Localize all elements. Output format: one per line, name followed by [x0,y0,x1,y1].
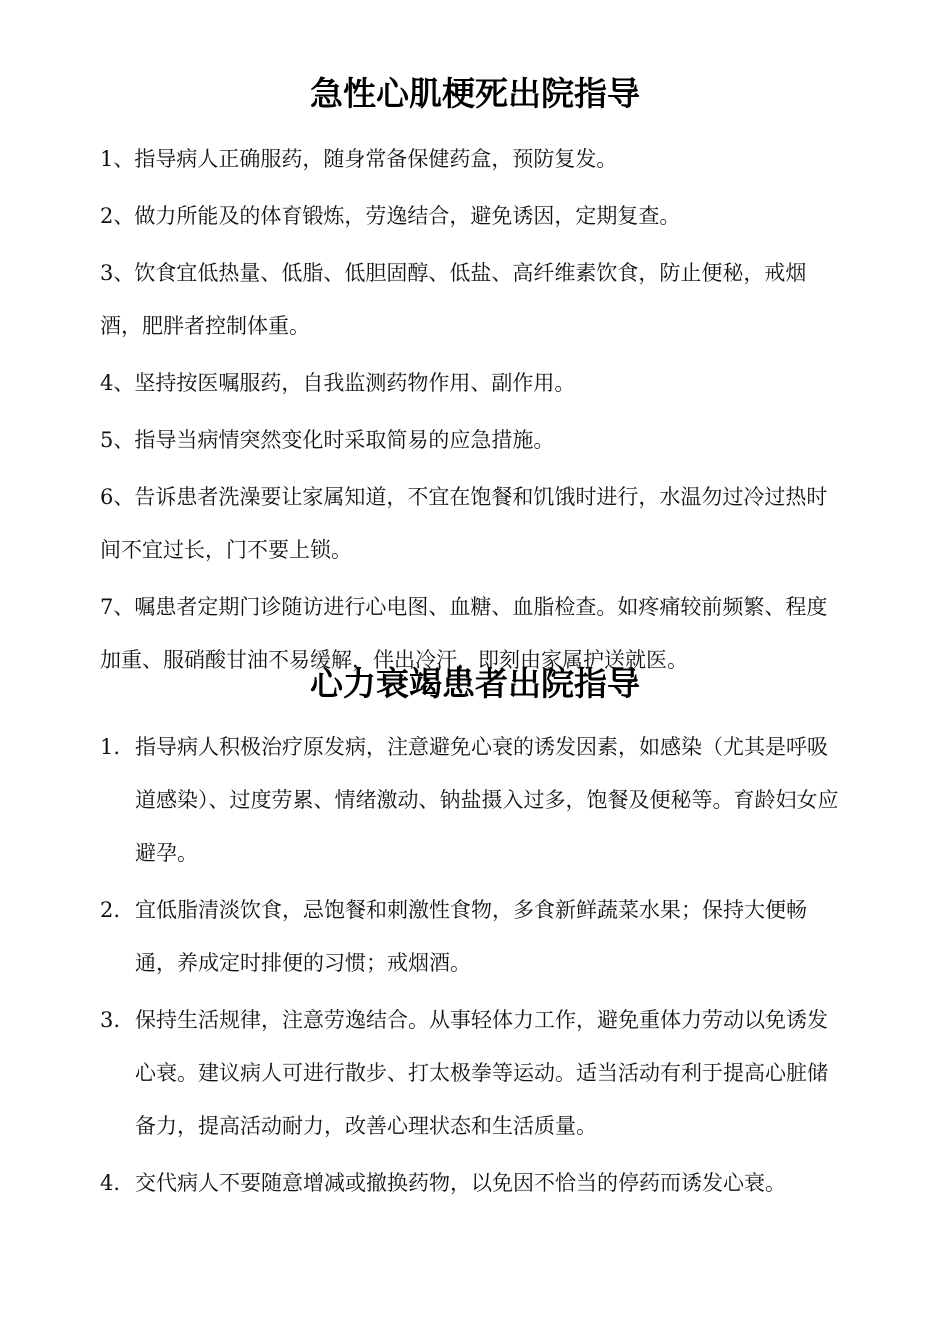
mi-item-1: 1、指导病人正确服药，随身常备保健药盒，预防复发。 [100,147,618,171]
hf-item-text: 指导病人积极治疗原发病，注意避免心衰的诱发因素，如感染（尤其是呼吸道感染）、过度劳累、情绪激动、钠盐摄入过多，饱餐及便秘等。育龄妇女应避孕。 [135,735,839,865]
mi-item-4: 4、坚持按医嘱服药，自我监测药物作用、副作用。 [100,371,576,395]
hf-item-number: 1. [100,735,121,759]
hf-item-number: 3. [100,1008,121,1032]
section-title-mi: 急性心肌梗死出院指导 [310,74,640,113]
hf-item-text: 保持生活规律，注意劳逸结合。从事轻体力工作，避免重体力劳动以免诱发心衰。建议病人可进行散步、打太极拳等运动。适当活动有利于提高心脏储备力，提高活动耐力，改善心理状态和生活质量。 [135,1008,828,1138]
hf-item-number: 2. [100,898,121,922]
section-heart-failure-body [100,721,840,1214]
mi-item-7: 7、嘱患者定期门诊随访进行心电图、血糖、血脂检查。如疼痛较前频繁、程度加重、服硝酸甘油不易缓解，伴出冷汗，即刻由家属护送就医。 [100,595,828,672]
section-title-heart-failure: 心力衰竭患者出院指导 [310,664,640,703]
hf-item-3 [100,994,840,1153]
hf-item-1 [100,721,840,880]
mi-item-3: 3、饮食宜低热量、低脂、低胆固醇、低盐、高纤维素饮食，防止便秘，戒烟酒，肥胖者控制体重。 [100,261,807,338]
section-mi-body [100,133,832,691]
hf-item-number: 4. [100,1171,121,1195]
hf-item-text: 交代病人不要随意增减或撤换药物，以免因不恰当的停药而诱发心衰。 [135,1171,786,1195]
hf-item-2 [100,884,840,990]
mi-item-6: 6、告诉患者洗澡要让家属知道，不宜在饱餐和饥饿时进行，水温勿过冷过热时间不宜过长，门不要上锁。 [100,485,828,562]
hf-item-4 [100,1157,840,1210]
mi-item-5: 5、指导当病情突然变化时采取简易的应急措施。 [100,428,555,452]
mi-item-2: 2、做力所能及的体育锻炼，劳逸结合，避免诱因，定期复查。 [100,204,681,228]
hf-item-text: 宜低脂清淡饮食，忌饱餐和刺激性食物，多食新鲜蔬菜水果；保持大便畅通，养成定时排便的习惯；戒烟酒。 [135,898,807,975]
